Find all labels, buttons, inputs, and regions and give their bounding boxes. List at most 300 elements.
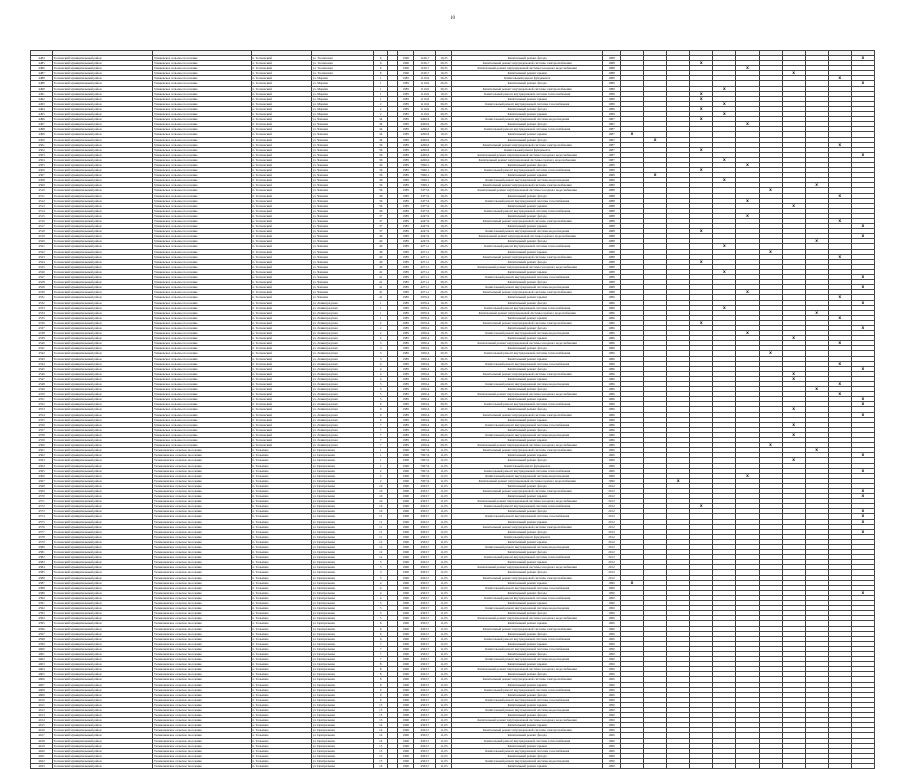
cost-cell: 10,25 [436, 361, 452, 366]
year-overhaul-cell: 2012 [602, 504, 620, 509]
house-number-cell: 36 [374, 142, 388, 147]
district-cell: Тосненский муниципальный район [53, 601, 153, 606]
period-mark-cell: X [851, 275, 874, 280]
cost-cell: 10,25 [436, 178, 452, 183]
year-built-cell: 1985 [398, 397, 414, 402]
settlement-cell: Ушаковское сельское поселение [153, 336, 251, 341]
house-number-cell: 4 [374, 590, 388, 595]
settlement-cell: Тельмановское сельское поселение [153, 590, 251, 595]
year-built-cell: 1985 [398, 264, 414, 269]
year-built-cell: 1985 [398, 422, 414, 427]
work-type-cell: Капитальный ремонт внутридомовой системы электроснабжения [452, 86, 603, 91]
period-mark-cell: X [736, 290, 759, 295]
period-mark-cell: X [690, 91, 713, 96]
street-cell: ул. Марина [311, 96, 373, 101]
settlement-cell: Ушаковское сельское поселение [153, 356, 251, 361]
district-cell: Тосненский муниципальный район [53, 550, 153, 555]
work-type-cell: Капитальный ремонт фасада [452, 550, 603, 555]
year-built-cell: 1990 [398, 483, 414, 488]
locality-cell: п. Тельмана [251, 718, 311, 723]
area-cell: 4563,7 [414, 713, 436, 718]
cost-cell: 30,25 [436, 101, 452, 106]
street-cell: ул. Центральная [311, 718, 373, 723]
work-type-cell: Капитальный ремонт фасада [452, 300, 603, 305]
cost-cell: 20,25 [436, 112, 452, 117]
district-cell: Тосненский муниципальный район [53, 606, 153, 611]
work-type-cell: Капитальный ремонт крыши [452, 580, 603, 585]
settlement-cell: Тельмановское сельское поселение [153, 458, 251, 463]
row-number-cell: 4579 [31, 539, 53, 544]
house-number-cell: 36 [374, 198, 388, 203]
house-number-cell: 10 [374, 488, 388, 493]
row-number-cell: 4537 [31, 325, 53, 330]
year-overhaul-cell: 1986 [602, 432, 620, 437]
year-overhaul-cell: 1986 [602, 305, 620, 310]
street-cell: ул. Ленинградская [311, 397, 373, 402]
settlement-cell: Тельмановское сельское поселение [153, 509, 251, 514]
house-number-cell: 15 [374, 743, 388, 748]
area-cell: 4260,6 [414, 117, 436, 122]
year-built-cell: 1990 [398, 595, 414, 600]
area-cell: 3477,6 [414, 193, 436, 198]
settlement-cell: Тельмановское сельское поселение [153, 539, 251, 544]
cost-cell: 10,25 [436, 132, 452, 137]
year-built-cell: 1990 [398, 478, 414, 483]
cost-cell: 11,03 [436, 621, 452, 626]
area-cell: 1950,4 [414, 387, 436, 392]
area-cell: 2976,4 [414, 310, 436, 315]
work-type-cell: Капитальный ремонт фасада [452, 529, 603, 534]
year-built-cell: 1990 [398, 463, 414, 468]
year-built-cell: 1985 [398, 387, 414, 392]
street-cell: ул. Чапаева [311, 259, 373, 264]
row-number-cell: 4586 [31, 575, 53, 580]
period-mark-cell: X [851, 397, 874, 402]
district-cell: Тосненский муниципальный район [53, 127, 153, 132]
settlement-cell: Тельмановское сельское поселение [153, 575, 251, 580]
year-built-cell: 1990 [398, 61, 414, 66]
year-overhaul-cell: 1986 [602, 366, 620, 371]
year-overhaul-cell: 1989 [602, 96, 620, 101]
year-overhaul-cell: 1988 [602, 229, 620, 234]
settlement-cell: Ушаковское сельское поселение [153, 244, 251, 249]
area-cell: 7060,1 [414, 162, 436, 167]
cost-cell: 11,03 [436, 733, 452, 738]
cost-cell: 20,25 [436, 81, 452, 86]
settlement-cell: Тельмановское сельское поселение [153, 626, 251, 631]
period-mark-cell: X [667, 478, 690, 483]
year-overhaul-cell: 1988 [602, 203, 620, 208]
period-mark-cell: X [713, 101, 736, 106]
district-cell: Тосненский муниципальный район [53, 290, 153, 295]
area-cell: 4260,6 [414, 122, 436, 127]
cost-cell: 30,25 [436, 310, 452, 315]
year-built-cell: 1985 [398, 275, 414, 280]
row-number-cell: 4590 [31, 595, 53, 600]
period-mark-cell: X [851, 590, 874, 595]
house-number-cell: 11 [374, 519, 388, 524]
year-overhaul-cell: 2012 [602, 514, 620, 519]
cost-cell: 11,03 [436, 743, 452, 748]
locality-cell: п. Тосненский [251, 152, 311, 157]
house-number-cell: 8 [374, 667, 388, 672]
house-number-cell: 34 [374, 137, 388, 142]
area-cell: 4563,7 [414, 494, 436, 499]
settlement-cell: Ушаковское сельское поселение [153, 81, 251, 86]
house-number-cell: 5 [374, 616, 388, 621]
house-number-cell: 41 [374, 280, 388, 285]
row-number-cell: 4570 [31, 494, 53, 499]
locality-cell: п. Тосненский [251, 61, 311, 66]
settlement-cell: Тельмановское сельское поселение [153, 738, 251, 743]
year-built-cell: 1990 [398, 580, 414, 585]
year-overhaul-cell: 1990 [602, 453, 620, 458]
district-cell: Тосненский муниципальный район [53, 178, 153, 183]
row-number-cell: 4578 [31, 534, 53, 539]
period-mark-cell: X [851, 402, 874, 407]
area-cell: 4563,7 [414, 631, 436, 636]
street-cell: ул. Центральная [311, 468, 373, 473]
settlement-cell: Тельмановское сельское поселение [153, 677, 251, 682]
year-built-cell: 1985 [398, 254, 414, 259]
cost-cell: 20,25 [436, 290, 452, 295]
district-cell: Тосненский муниципальный район [53, 320, 153, 325]
settlement-cell: Тельмановское сельское поселение [153, 672, 251, 677]
district-cell: Тосненский муниципальный район [53, 213, 153, 218]
house-number-cell: 8 [374, 677, 388, 682]
locality-cell: п. Тосненский [251, 142, 311, 147]
cost-cell: 10,25 [436, 331, 452, 336]
work-type-cell: Капитальный ремонт фасада [452, 387, 603, 392]
area-cell: 1950,4 [414, 432, 436, 437]
year-built-cell: 1990 [398, 636, 414, 641]
work-type-cell: Капитальный ремонт крыши [452, 203, 603, 208]
year-overhaul-cell: 1988 [602, 71, 620, 76]
house-number-cell: 1 [374, 96, 388, 101]
area-cell: 4563,7 [414, 514, 436, 519]
district-cell: Тосненский муниципальный район [53, 183, 153, 188]
house-number-cell: 9 [374, 687, 388, 692]
district-cell: Тосненский муниципальный район [53, 478, 153, 483]
district-cell: Тосненский муниципальный район [53, 438, 153, 443]
area-cell: 4271,1 [414, 249, 436, 254]
work-type-cell: Капитальный ремонт внутридомовой системы теплоснабжения [452, 504, 603, 509]
area-cell: 4247,9 [414, 234, 436, 239]
locality-cell: п. Тосненский [251, 162, 311, 167]
year-overhaul-cell: 1990 [602, 677, 620, 682]
work-type-cell: Капитальный ремонт фасада [452, 193, 603, 198]
locality-cell: п. Тельмана [251, 748, 311, 753]
area-cell: 4271,1 [414, 290, 436, 295]
work-type-cell: Капитальный ремонт внутридомовой системы электроснабжения [452, 524, 603, 529]
period-mark-cell: X [851, 300, 874, 305]
year-built-cell: 1990 [398, 468, 414, 473]
year-overhaul-cell: 2012 [602, 519, 620, 524]
locality-cell: п. Тельмана [251, 529, 311, 534]
work-type-cell: Капитальный ремонт фундамента [452, 76, 603, 81]
settlement-cell: Тельмановское сельское поселение [153, 662, 251, 667]
settlement-cell: Ушаковское сельское поселение [153, 407, 251, 412]
year-overhaul-cell: 1987 [602, 147, 620, 152]
area-cell: 4563,7 [414, 575, 436, 580]
period-mark-cell: X [851, 529, 874, 534]
settlement-cell: Тельмановское сельское поселение [153, 524, 251, 529]
period-mark-cell: X [690, 259, 713, 264]
house-number-cell: 5 [374, 392, 388, 397]
year-built-cell: 1985 [398, 188, 414, 193]
year-overhaul-cell: 1990 [602, 764, 620, 769]
row-number-cell: 4541 [31, 346, 53, 351]
district-cell: Тосненский муниципальный район [53, 621, 153, 626]
settlement-cell: Тельмановское сельское поселение [153, 764, 251, 769]
year-overhaul-cell: 2012 [602, 483, 620, 488]
cost-cell: 30,25 [436, 127, 452, 132]
area-cell: 4563,7 [414, 662, 436, 667]
year-built-cell: 1985 [398, 346, 414, 351]
street-cell: ул. Ленинградская [311, 438, 373, 443]
locality-cell: п. Тельмана [251, 708, 311, 713]
year-built-cell: 1990 [398, 560, 414, 565]
work-type-cell: Капитальный ремонт фундамента [452, 463, 603, 468]
year-overhaul-cell: 1988 [602, 239, 620, 244]
locality-cell: п. Тосненский [251, 320, 311, 325]
settlement-cell: Ушаковское сельское поселение [153, 101, 251, 106]
row-number-cell: 4612 [31, 708, 53, 713]
street-cell: ул. Тосненская [311, 61, 373, 66]
area-cell: 2976,4 [414, 315, 436, 320]
locality-cell: п. Тельмана [251, 478, 311, 483]
work-type-cell: Капитальный ремонт внутридомовой системы газоснабжения [452, 514, 603, 519]
year-overhaul-cell: 1990 [602, 667, 620, 672]
year-built-cell: 1990 [398, 687, 414, 692]
area-cell: 4563,7 [414, 606, 436, 611]
work-type-cell: Капитальный ремонт фасада [452, 106, 603, 111]
year-built-cell: 1990 [398, 519, 414, 524]
district-cell: Тосненский муниципальный район [53, 473, 153, 478]
house-number-cell: 1 [374, 91, 388, 96]
house-number-cell: 36 [374, 173, 388, 178]
work-type-cell: Капитальный ремонт крыши [452, 315, 603, 320]
year-overhaul-cell: 1990 [602, 748, 620, 753]
settlement-cell: Ушаковское сельское поселение [153, 285, 251, 290]
row-number-cell: 4585 [31, 570, 53, 575]
district-cell: Тосненский муниципальный район [53, 708, 153, 713]
work-type-cell: Капитальный ремонт фасада [452, 213, 603, 218]
year-built-cell: 1985 [398, 366, 414, 371]
row-number-cell: 4611 [31, 702, 53, 707]
cost-cell: 10,25 [436, 285, 452, 290]
street-cell: ул. Чапаева [311, 244, 373, 249]
settlement-cell: Ушаковское сельское поселение [153, 310, 251, 315]
year-overhaul-cell: 1986 [602, 346, 620, 351]
district-cell: Тосненский муниципальный район [53, 346, 153, 351]
locality-cell: п. Тельмана [251, 473, 311, 478]
district-cell: Тосненский муниципальный район [53, 458, 153, 463]
year-overhaul-cell: 1986 [602, 320, 620, 325]
house-number-cell: 12 [374, 555, 388, 560]
locality-cell: п. Тосненский [251, 168, 311, 173]
settlement-cell: Тельмановское сельское поселение [153, 697, 251, 702]
settlement-cell: Ушаковское сельское поселение [153, 412, 251, 417]
settlement-cell: Ушаковское сельское поселение [153, 219, 251, 224]
work-type-cell: Капитальный ремонт внутридомовой системы электроснабжения [452, 183, 603, 188]
locality-cell: п. Тельмана [251, 499, 311, 504]
street-cell: ул. Центральная [311, 448, 373, 453]
area-cell: 4260,6 [414, 132, 436, 137]
cost-cell: 10,25 [436, 162, 452, 167]
locality-cell: п. Тосненский [251, 422, 311, 427]
house-number-cell: 37 [374, 219, 388, 224]
row-number-cell: 4525 [31, 264, 53, 269]
house-number-cell: 2 [374, 331, 388, 336]
period-mark-cell: X [759, 249, 782, 254]
work-type-cell: Капитальный ремонт внутридомовой системы теплоснабжения [452, 244, 603, 249]
cost-cell: 10,25 [436, 315, 452, 320]
locality-cell: п. Тосненский [251, 224, 311, 229]
year-overhaul-cell: 1988 [602, 264, 620, 269]
year-overhaul-cell: 1990 [602, 458, 620, 463]
year-built-cell: 1990 [398, 692, 414, 697]
year-built-cell: 1990 [398, 458, 414, 463]
cost-cell: 30,25 [436, 341, 452, 346]
house-number-cell: 4 [374, 585, 388, 590]
area-cell: 4563,7 [414, 626, 436, 631]
row-number-cell: 4488 [31, 76, 53, 81]
row-number-cell: 4543 [31, 356, 53, 361]
period-mark-cell: X [621, 132, 644, 137]
period-mark-cell: X [851, 81, 874, 86]
cost-cell: 30,25 [436, 356, 452, 361]
cost-cell: 10,25 [436, 208, 452, 213]
area-cell: 7007,6 [414, 453, 436, 458]
period-mark-cell: X [782, 422, 805, 427]
work-type-cell: Капитальный ремонт внутридомовой системы водоотведения [452, 432, 603, 437]
year-overhaul-cell: 1986 [602, 387, 620, 392]
work-type-cell: Капитальный ремонт внутридомовой системы теплоснабжения [452, 636, 603, 641]
district-cell: Тосненский муниципальный район [53, 651, 153, 656]
year-built-cell: 1985 [398, 412, 414, 417]
settlement-cell: Тельмановское сельское поселение [153, 463, 251, 468]
locality-cell: п. Тосненский [251, 219, 311, 224]
house-number-cell: 1 [374, 86, 388, 91]
work-type-cell: Капитальный ремонт крыши [452, 112, 603, 117]
district-cell: Тосненский муниципальный район [53, 641, 153, 646]
district-cell: Тосненский муниципальный район [53, 259, 153, 264]
period-mark-cell: X [736, 473, 759, 478]
settlement-cell: Тельмановское сельское поселение [153, 473, 251, 478]
street-cell: ул. Центральная [311, 585, 373, 590]
row-number-cell: 4486 [31, 66, 53, 71]
area-cell: 4563,7 [414, 601, 436, 606]
cost-cell: 11,03 [436, 478, 452, 483]
street-cell: ул. Чапаева [311, 157, 373, 162]
area-cell: 4563,7 [414, 595, 436, 600]
year-overhaul-cell: 1990 [602, 636, 620, 641]
row-number-cell: 4519 [31, 234, 53, 239]
street-cell: ул. Чапаева [311, 239, 373, 244]
house-number-cell: 2 [374, 473, 388, 478]
settlement-cell: Ушаковское сельское поселение [153, 71, 251, 76]
district-cell: Тосненский муниципальный район [53, 748, 153, 753]
year-built-cell: 1990 [398, 697, 414, 702]
cost-cell: 10,25 [436, 193, 452, 198]
area-cell: 1950,4 [414, 392, 436, 397]
house-number-cell: 41 [374, 295, 388, 300]
house-number-cell: 36 [374, 147, 388, 152]
row-number-cell: 4592 [31, 606, 53, 611]
cost-cell: 11,03 [436, 718, 452, 723]
house-number-cell: 7 [374, 432, 388, 437]
district-cell: Тосненский муниципальный район [53, 168, 153, 173]
district-cell: Тосненский муниципальный район [53, 713, 153, 718]
work-type-cell: Капитальный ремонт внутридомовой системы холодного водоснабжения [452, 152, 603, 157]
work-type-cell: Капитальный ремонт внутридомовой системы газоснабжения [452, 748, 603, 753]
cost-cell: 30,25 [436, 66, 452, 71]
year-built-cell: 1985 [398, 122, 414, 127]
work-type-cell: Капитальный ремонт внутридомовой системы теплоснабжения [452, 127, 603, 132]
year-built-cell: 1990 [398, 733, 414, 738]
work-type-cell: Капитальный ремонт фасада [452, 570, 603, 575]
year-built-cell: 1990 [398, 641, 414, 646]
row-number-cell: 4610 [31, 697, 53, 702]
settlement-cell: Ушаковское сельское поселение [153, 188, 251, 193]
row-number-cell: 4547 [31, 376, 53, 381]
street-cell: ул. Чапаева [311, 295, 373, 300]
district-cell: Тосненский муниципальный район [53, 341, 153, 346]
house-number-cell: 10 [374, 499, 388, 504]
year-overhaul-cell: 1986 [602, 407, 620, 412]
district-cell: Тосненский муниципальный район [53, 738, 153, 743]
period-mark-cell: X [828, 193, 851, 198]
cost-cell: 11,03 [436, 662, 452, 667]
district-cell: Тосненский муниципальный район [53, 137, 153, 142]
row-number-cell: 4512 [31, 198, 53, 203]
cost-cell: 11,03 [436, 488, 452, 493]
cost-cell: 11,03 [436, 697, 452, 702]
district-cell: Тосненский муниципальный район [53, 310, 153, 315]
year-built-cell: 1985 [398, 427, 414, 432]
street-cell: ул. Центральная [311, 748, 373, 753]
year-built-cell: 1990 [398, 631, 414, 636]
settlement-cell: Ушаковское сельское поселение [153, 132, 251, 137]
area-cell: 4563,7 [414, 687, 436, 692]
work-type-cell: Капитальный ремонт внутридомовой системы электроснабжения [452, 320, 603, 325]
district-cell: Тосненский муниципальный район [53, 636, 153, 641]
district-cell: Тосненский муниципальный район [53, 91, 153, 96]
row-number-cell: 4604 [31, 667, 53, 672]
locality-cell: п. Тосненский [251, 178, 311, 183]
district-cell: Тосненский муниципальный район [53, 157, 153, 162]
row-number-cell: 4526 [31, 269, 53, 274]
row-number-cell: 4550 [31, 392, 53, 397]
locality-cell: п. Тосненский [251, 432, 311, 437]
house-number-cell: 41 [374, 285, 388, 290]
settlement-cell: Ушаковское сельское поселение [153, 371, 251, 376]
cost-cell: 11,03 [436, 463, 452, 468]
year-built-cell: 1990 [398, 601, 414, 606]
area-cell: 1950,4 [414, 325, 436, 330]
cost-cell: 11,03 [436, 570, 452, 575]
street-cell: ул. Тосненская [311, 66, 373, 71]
row-number-cell: 4557 [31, 427, 53, 432]
settlement-cell: Тельмановское сельское поселение [153, 483, 251, 488]
street-cell: ул. Чапаева [311, 269, 373, 274]
street-cell: ул. Центральная [311, 539, 373, 544]
year-built-cell: 1985 [398, 142, 414, 147]
district-cell: Тосненский муниципальный район [53, 152, 153, 157]
cost-cell: 11,03 [436, 539, 452, 544]
period-mark-cell [736, 764, 759, 769]
